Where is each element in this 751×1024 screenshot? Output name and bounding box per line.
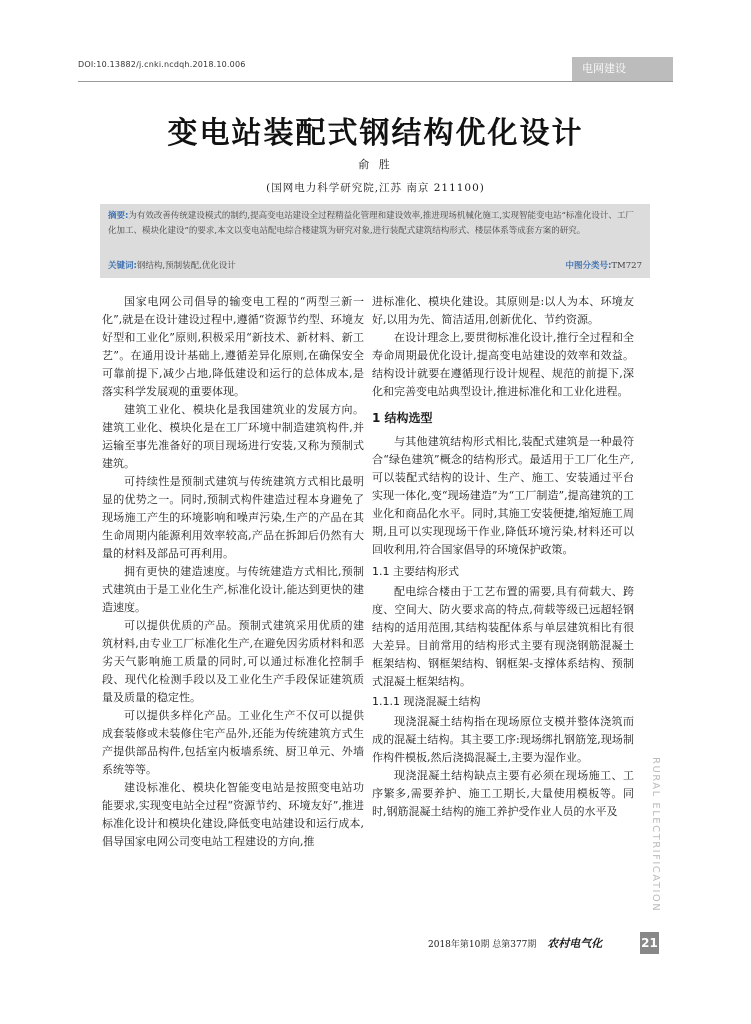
side-strip: RURAL ELECTRIFICATION [650,757,661,913]
paragraph: 国家电网公司倡导的输变电工程的“两型三新一化”,就是在设计建设过程中,遵循“资源节约型、环境友好型和工业化”原则,积极采用“新技术、新材料、新工艺”。在通用设计基础上,遵循差异化原则,在确保安全可靠前提下,减少占地,降低建设和运行的总体成本,是落实科学发展观的重要体现。 [102,295,364,398]
paragraph: 现浇混凝土结构缺点主要有必须在现场施工、工序繁多,需要养护、施工工期长,大量使用模板等。同时,钢筋混凝土结构的施工养护受作业人员的水平及 [372,769,634,818]
paragraph: 在设计理念上,要贯彻标准化设计,推行全过程和全寿命周期最优化设计,提高变电站建设的效率和效益。结构设计就要在遵循现行设计规程、规范的前提下,深化和完善变电站典型设计,推进标准化和工业化进程。 [372,331,634,398]
journal-name: 农村电气化 [547,937,603,950]
top-rule [78,81,673,82]
doi: DOI:10.13882/j.cnki.ncdqh.2018.10.006 [78,60,246,69]
paragraph: 建筑工业化、模块化是我国建筑业的发展方向。建筑工业化、模块化是在工厂环境中制造建筑构件,并运输至事先准备好的项目现场进行安装,又称为预制式建筑。 [102,403,364,470]
keywords-label: 关键词: [108,260,137,271]
abstract-text: 为有效改善传统建设模式的制约,提高变电站建设全过程精益化管理和建设效率,推进现场机械化施工,实现智能变电站“标准化设计、工厂化加工、模块化建设”的要求,本文以变电站配电综合楼建筑为研究对象,进行装配式建筑结构形式、楼层体系等成套方案的研究。 [108,211,634,236]
clc-code [565,259,642,274]
section-heading: 1 结构选型 [372,411,433,425]
paragraph: 现浇混凝土结构指在现场原位支模并整体浇筑而成的混凝土结构。其主要工序:现场绑扎钢筋笼,现场制作构件模板,然后浇捣混凝土,主要为湿作业。 [372,715,634,764]
affiliation: (国网电力科学研究院,江苏 南京 211100) [266,182,485,194]
body-left-column [102,293,364,851]
subsection-heading: 1.1 主要结构形式 [372,565,459,578]
article-title: 变电站装配式钢结构优化设计 [167,116,584,151]
clc-value: TM727 [611,260,642,271]
keywords: 钢结构,预制装配,优化设计 [136,260,236,271]
paragraph: 与其他建筑结构形式相比,装配式建筑是一种最符合“绿色建筑”概念的结构形式。最适用于工厂化生产,可以装配式结构的设计、生产、施工、安装通过平台实现一体化,变“现场建造”为“工厂制造”,提高建筑的工业化和商品化水平。同时,其施工安装便捷,缩短施工周期,且可以实现现场干作业,降低环境污染,材料还可以回收利用,符合国家倡导的环境保护政策。 [372,435,634,556]
paragraph: 可持续性是预制式建筑与传统建筑方式相比最明显的优势之一。同时,预制式构件建造过程本身避免了现场施工产生的环境影响和噪声污染,生产的产品在其生命周期内能源利用效率较高,产品在拆卸后仍然有大量的材料及部品可再利用。 [102,475,364,560]
paragraph: 拥有更快的建造速度。与传统建造方式相比,预制式建筑由于是工业化生产,标准化设计,能达到更快的建造速度。 [102,565,364,614]
paragraph: 进标准化、模块化建设。其原则是:以人为本、环境友好,以用为先、简洁适用,创新优化、节约资源。 [372,295,634,326]
issue-info: 2018年第10期 总第377期 [428,940,537,950]
abstract-box [100,204,650,278]
author: 俞 胜 [358,158,393,171]
section-tag: 电网建设 [572,57,673,81]
page-number: 21 [640,932,659,954]
subsubsection-heading: 1.1.1 现浇混凝土结构 [372,695,481,708]
body-right-column [372,293,634,821]
paragraph: 建设标准化、模块化智能变电站是按照变电站功能要求,实现变电站全过程“资源节约、环境友好”,推进标准化设计和模块化建设,降低变电站建设和运行成本,倡导国家电网公司变电站工程建设的方向,推 [102,781,364,848]
paragraph: 可以提供多样化产品。工业化生产不仅可以提供成套装修或未装修住宅产品外,还能为传统建筑方式生产提供部品构件,包括室内板墙系统、厨卫单元、外墙系统等等。 [102,709,364,776]
abstract-label: 摘要: [108,211,129,221]
keywords-row [108,259,642,274]
clc-label: 中图分类号: [565,260,612,271]
footer [428,937,658,951]
paragraph: 可以提供优质的产品。预制式建筑采用优质的建筑材料,由专业工厂标准化生产,在避免因劣质材料和恶劣天气影响施工质量的同时,可以通过标准化控制手段、现代化检测手段以及工业化生产手段保证建筑质量及质量的稳定性。 [102,619,364,704]
paragraph: 配电综合楼由于工艺布置的需要,具有荷载大、跨度、空间大、防火要求高的特点,荷载等级已远超轻钢结构的适用范围,其结构装配体系与单层建筑相比有很大差异。目前常用的结构形式主要有现浇钢筋混凝土框架结构、钢框架结构、钢框架-支撑体系结构、预制式混凝土框架结构。 [372,585,634,688]
